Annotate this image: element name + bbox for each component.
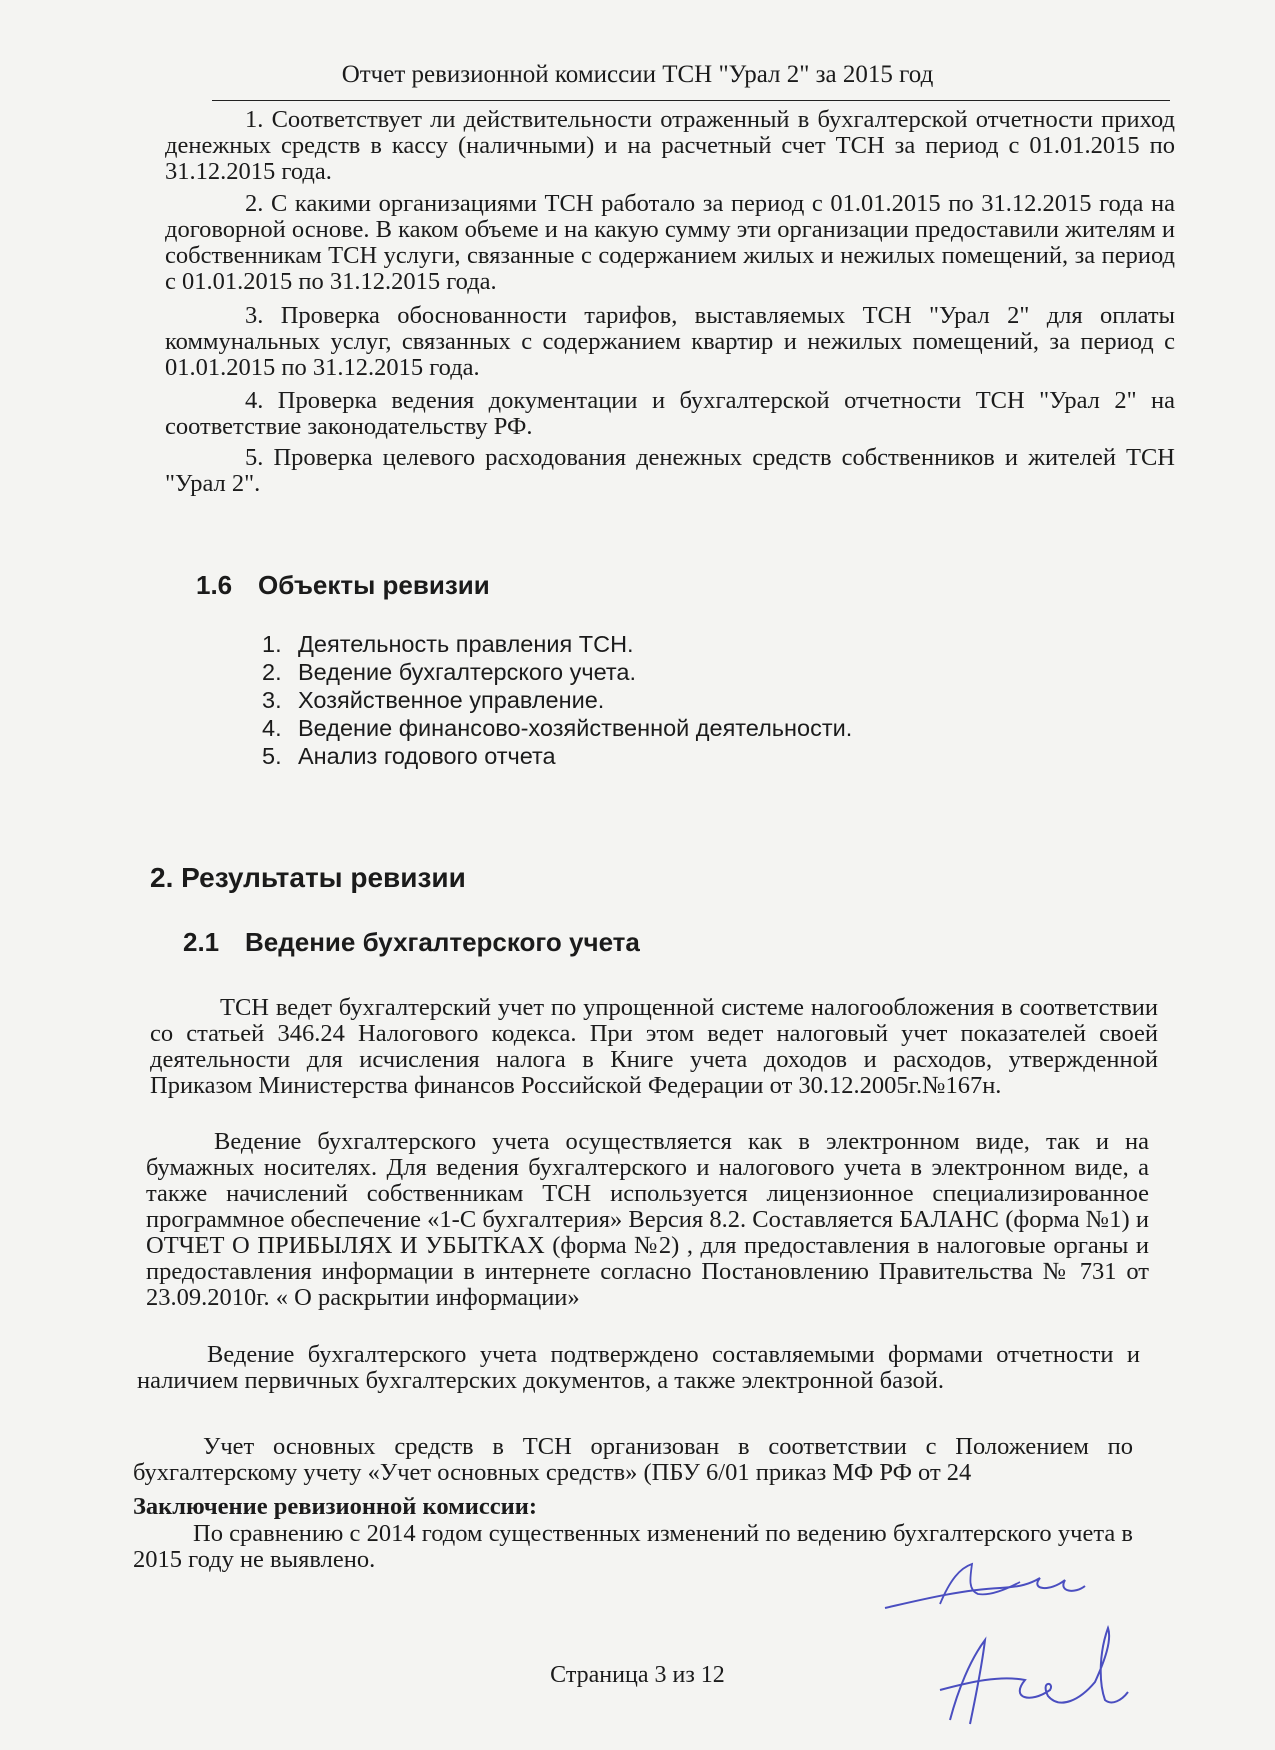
conclusion-text: По сравнению с 2014 годом существенных изменений по ведению бухгалтерского учета в 2015 году не выявлено. bbox=[133, 1520, 1133, 1573]
section-1-6-title: Объекты ревизии bbox=[258, 570, 490, 600]
question-2: 2. С какими организациями ТСН работало за период с 01.01.2015 по 31.12.2015 года на договорной основе. В каком объеме и на какую сумму эти организации предоставили жителям и собственникам ТСН услуги, связанные с содержанием жилых и нежилых помещений, за период с 01.01.2015 по 31.12.2015 года. bbox=[165, 190, 1175, 295]
section-1-6-heading bbox=[196, 570, 490, 601]
objects-list bbox=[262, 630, 852, 770]
question-1: 1. Соответствует ли действительности отраженный в бухгалтерской отчетности приход денежных средств в кассу (наличными) и на расчетный счет ТСН за период с 01.01.2015 по 31.12.2015 года. bbox=[165, 106, 1175, 185]
question-4: 4. Проверка ведения документации и бухгалтерской отчетности ТСН "Урал 2" на соответствие законодательству РФ. bbox=[165, 387, 1175, 440]
list-item: 2. Ведение бухгалтерского учета. bbox=[262, 659, 637, 685]
question-5: 5. Проверка целевого расходования денежных средств собственников и жителей ТСН "Урал 2". bbox=[165, 444, 1175, 497]
paragraph-electronic: Ведение бухгалтерского учета осуществляется как в электронном виде, так и на бумажных носителях. Для ведения бухгалтерского и налогового учета в электронном виде, а также начислений собственникам ТСН используется лицензионное специализированное программное обеспечение «1-С бухгалтерия» Версия 8.2. Составляется БАЛАНС (форма №1) и ОТЧЕТ О ПРИБЫЛЯХ И УБЫТКАХ (форма №2) , для предоставления в налоговые органы и предоставления информации в интернете согласно Постановлению Правительства № 731 от 23.09.2010г. « О раскрытии информации» bbox=[146, 1128, 1149, 1311]
section-2-number: 2. bbox=[150, 862, 174, 893]
list-item: 4. Ведение финансово-хозяйственной деятельности. bbox=[262, 715, 853, 741]
section-1-6-number: 1.6 bbox=[196, 570, 233, 600]
section-2-1-heading bbox=[183, 927, 640, 958]
header-rule bbox=[212, 100, 1170, 101]
section-2-1-number: 2.1 bbox=[183, 927, 220, 957]
section-2-heading bbox=[150, 862, 466, 894]
list-item: 5. Анализ годового отчета bbox=[262, 743, 556, 769]
section-2-1-title: Ведение бухгалтерского учета bbox=[245, 927, 640, 957]
paragraph-usn: ТСН ведет бухгалтерский учет по упрощенной системе налогообложения в соответствии со статьей 346.24 Налогового кодекса. При этом ведет налоговый учет показателей своей деятельности для исчисления налога в Книге учета доходов и расходов, утвержденной Приказом Министерства финансов Российской Федерации от 30.12.2005г.№167н. bbox=[150, 994, 1158, 1099]
conclusion-label: Заключение ревизионной комиссии: bbox=[133, 1493, 538, 1520]
signature-1 bbox=[880, 1560, 1090, 1625]
question-3: 3. Проверка обоснованности тарифов, выставляемых ТСН "Урал 2" для оплаты коммунальных услуг, связанных с содержанием квартир и нежилых помещений, за период с 01.01.2015 по 31.12.2015 года. bbox=[165, 302, 1175, 381]
section-2-title: Результаты ревизии bbox=[181, 862, 466, 893]
list-item: 1. Деятельность правления ТСН. bbox=[262, 631, 634, 657]
list-item: 3. Хозяйственное управление. bbox=[262, 687, 605, 713]
page-number: Страница 3 из 12 bbox=[550, 1662, 725, 1688]
paragraph-confirmed: Ведение бухгалтерского учета подтверждено составляемыми формами отчетности и наличием первичных бухгалтерских документов, а также электронной базой. bbox=[137, 1341, 1140, 1394]
page-header-title: Отчет ревизионной комиссии ТСН "Урал 2" за 2015 год bbox=[341, 61, 934, 88]
paragraph-fixed-assets: Учет основных средств в ТСН организован в соответствии с Положением по бухгалтерскому учету «Учет основных средств» (ПБУ 6/01 приказ МФ РФ от 24 bbox=[133, 1433, 1133, 1486]
